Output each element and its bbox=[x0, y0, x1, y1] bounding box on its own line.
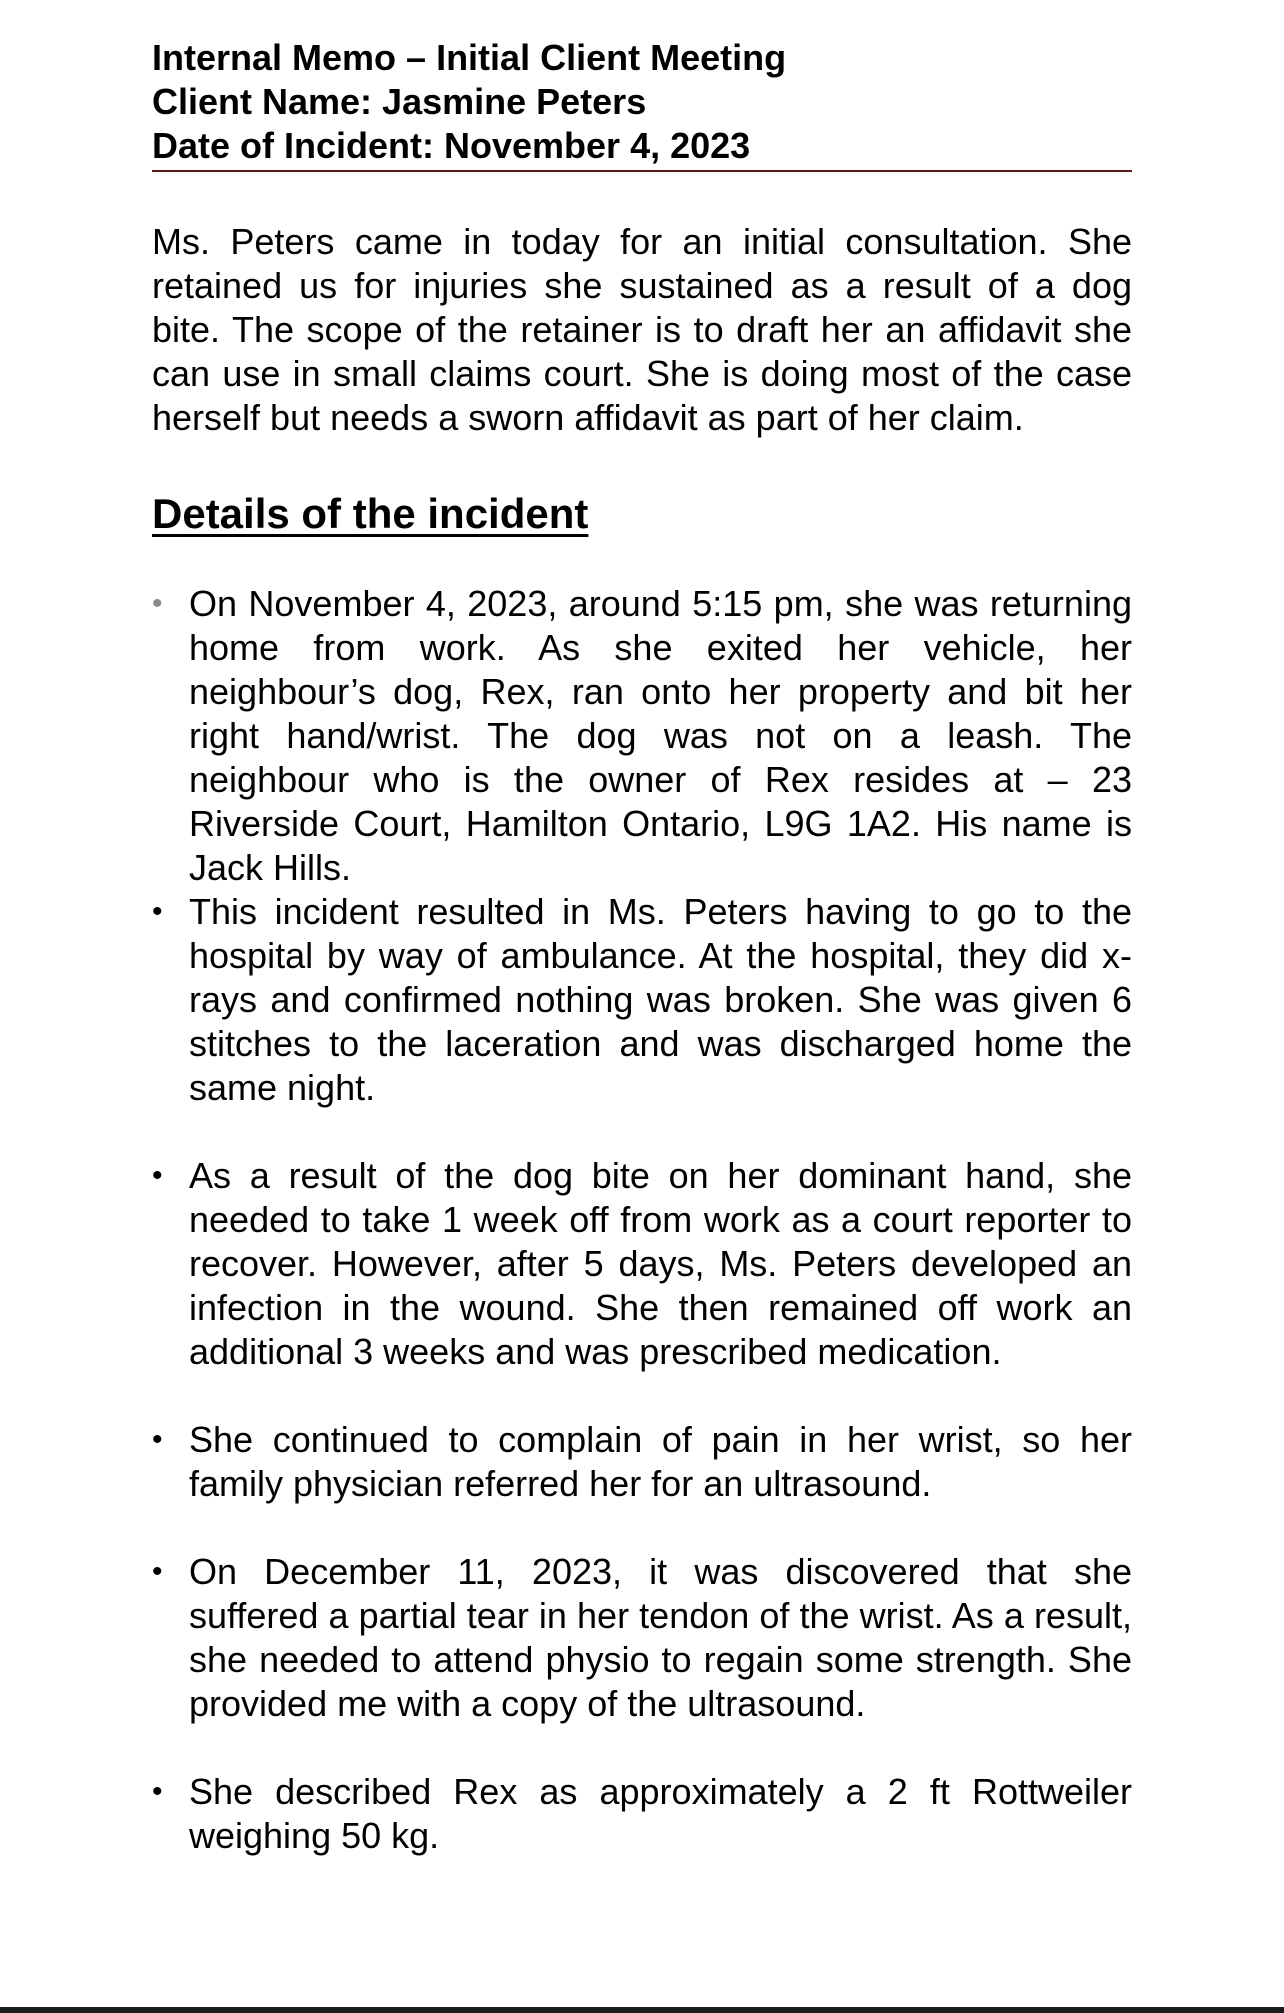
client-name: Client Name: Jasmine Peters bbox=[152, 81, 647, 122]
memo-header bbox=[152, 36, 1132, 172]
memo-title: Internal Memo – Initial Client Meeting bbox=[152, 37, 787, 78]
incident-details-list bbox=[152, 582, 1132, 1858]
list-item-text: She described Rex as approximately a 2 ft Rottweiler weighing 50 kg. bbox=[189, 1771, 1132, 1856]
list-item-text: As a result of the dog bite on her dominant hand, she needed to take 1 week off from work as a court reporter to recover. However, after 5 days, Ms. Peters developed an infection in the wound. She then remained off work an additional 3 weeks and was prescribed medication. bbox=[189, 1155, 1132, 1372]
list-item bbox=[152, 582, 1132, 890]
memo-page bbox=[152, 36, 1132, 1858]
bottom-edge-bar bbox=[0, 2007, 1284, 2013]
list-item bbox=[152, 1770, 1132, 1858]
list-item bbox=[152, 1418, 1132, 1506]
list-item bbox=[152, 1154, 1132, 1374]
bullet-icon: • bbox=[152, 587, 163, 620]
date-of-incident: Date of Incident: November 4, 2023 bbox=[152, 125, 751, 166]
section-heading: Details of the incident bbox=[152, 490, 589, 537]
list-item bbox=[152, 890, 1132, 1110]
bullet-icon: • bbox=[152, 1775, 163, 1808]
intro-paragraph: Ms. Peters came in today for an initial consultation. She retained us for injuries she sustained as a result of a dog bite. The scope of the retainer is to draft her an affidavit she can use in small claims court. She is doing most of the case herself but needs a sworn affidavit as part of her claim. bbox=[152, 221, 1132, 438]
bullet-icon: • bbox=[152, 895, 163, 928]
bullet-icon: • bbox=[152, 1555, 163, 1588]
bullet-icon: • bbox=[152, 1159, 163, 1192]
list-item-text: On November 4, 2023, around 5:15 pm, she was returning home from work. As she exited her vehicle, her neighbour’s dog, Rex, ran onto her property and bit her right hand/wrist. The dog was not on a leash. The neighbour who is the owner of Rex resides at – 23 Riverside Court, Hamilton Ontario, L9G 1A2. His name is Jack Hills. bbox=[189, 583, 1132, 888]
list-item bbox=[152, 1550, 1132, 1726]
bullet-icon: • bbox=[152, 1423, 163, 1456]
list-item-text: On December 11, 2023, it was discovered that she suffered a partial tear in her tendon of the wrist. As a result, she needed to attend physio to regain some strength. She provided me with a copy of the ultrasound. bbox=[189, 1551, 1132, 1724]
list-item-text: She continued to complain of pain in her wrist, so her family physician referred her for an ultrasound. bbox=[189, 1419, 1132, 1504]
list-item-text: This incident resulted in Ms. Peters having to go to the hospital by way of ambulance. At the hospital, they did x-rays and confirmed nothing was broken. She was given 6 stitches to the laceration and was discharged home the same night. bbox=[189, 891, 1132, 1108]
